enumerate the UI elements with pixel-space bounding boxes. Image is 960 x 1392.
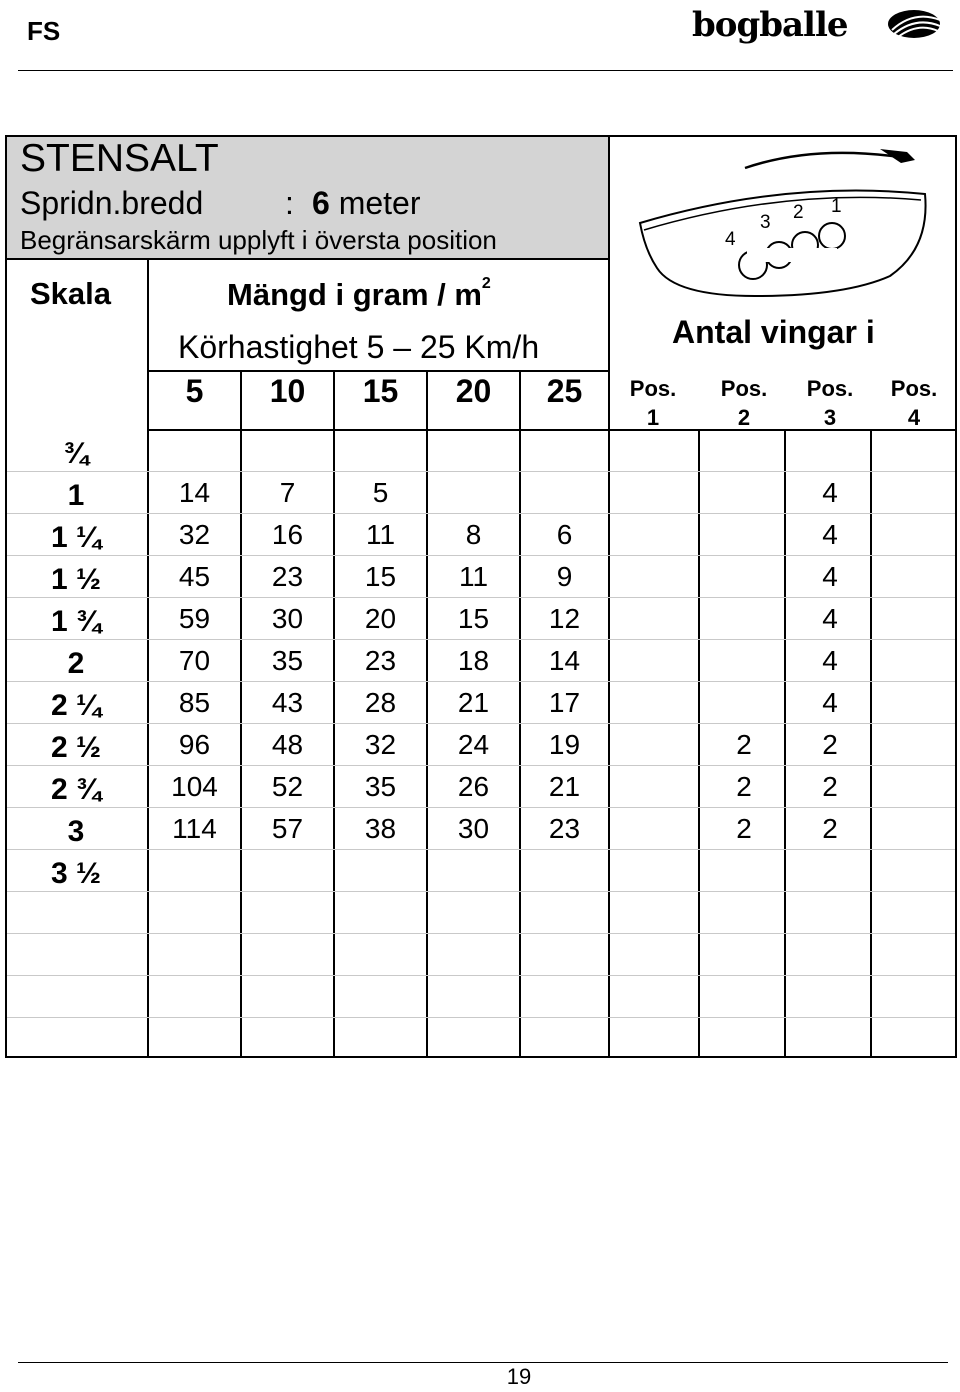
- scale-label: 2 ¼: [50, 689, 102, 722]
- rate-cell: 35: [271, 645, 304, 676]
- header-rule: [18, 70, 953, 71]
- rate-cell: 24: [457, 729, 490, 760]
- rate-cell: 52: [271, 771, 304, 802]
- rate-cell: 20: [364, 603, 397, 634]
- rate-cell: 32: [364, 729, 397, 760]
- scale-label: 1 ¼: [50, 521, 102, 554]
- slot-label-3: 3: [760, 212, 771, 233]
- document-code: FS: [27, 16, 61, 46]
- pos-header-2: Pos. 2: [720, 376, 768, 430]
- rate-cell: 23: [548, 813, 581, 844]
- speed-header: Körhastighet 5 – 25 Km/h: [178, 329, 540, 365]
- row-divider: [7, 849, 955, 850]
- vane-count-cell: 2: [736, 813, 752, 844]
- speed-divider: [148, 370, 609, 372]
- rate-cell: 43: [271, 687, 304, 718]
- scale-label: 3: [67, 815, 85, 848]
- vanes-header: Antal vingar i: [672, 314, 875, 350]
- row-divider: [7, 555, 955, 556]
- row-divider: [7, 1017, 955, 1018]
- rate-cell: 57: [271, 813, 304, 844]
- rotation-arrow: [745, 153, 907, 168]
- row-divider: [7, 471, 955, 472]
- rate-cell: 35: [364, 771, 397, 802]
- pos-header-4: Pos. 4: [890, 376, 938, 430]
- row-divider: [7, 723, 955, 724]
- row-divider: [7, 807, 955, 808]
- rate-cell: 38: [364, 813, 397, 844]
- disc-inner-edge: [644, 197, 921, 230]
- vane-count-cell: 2: [736, 771, 752, 802]
- logo-wordmark: bogballe: [692, 5, 848, 45]
- scale-header: Skala: [30, 276, 112, 311]
- scale-label: 1 ¾: [50, 605, 102, 638]
- vane-count-cell: 2: [822, 729, 838, 760]
- rate-cell: 21: [548, 771, 581, 802]
- rate-cell: 11: [458, 561, 489, 592]
- rate-cell: 16: [271, 519, 304, 550]
- pos-header-1: Pos. 1: [629, 376, 677, 430]
- rate-cell: 5: [372, 477, 389, 508]
- rate-cell: 96: [178, 729, 211, 760]
- rate-cell: 14: [548, 645, 581, 676]
- row-divider: [7, 513, 955, 514]
- scale-label: 2 ½: [50, 731, 102, 764]
- scale-label: 2 ¾: [50, 773, 102, 806]
- vane-count-cell: 4: [822, 519, 838, 550]
- vane-count-cell: 4: [822, 603, 838, 634]
- rate-cell: 21: [457, 687, 490, 718]
- rate-cell: 23: [364, 645, 397, 676]
- vane-count-cell: 2: [822, 771, 838, 802]
- speed-col-5: 5: [185, 373, 204, 409]
- rate-cell: 15: [457, 603, 490, 634]
- rate-cell: 70: [178, 645, 211, 676]
- logo-feather-icon: [888, 10, 940, 38]
- vane-count-cell: 2: [822, 813, 838, 844]
- row-divider: [7, 597, 955, 598]
- row-divider: [7, 681, 955, 682]
- amount-header: Mängd i gram / $m^2$: [227, 275, 491, 312]
- product-title: STENSALT: [20, 137, 219, 180]
- rate-cell: 26: [457, 771, 490, 802]
- vane-count-cell: 4: [822, 645, 838, 676]
- rate-cell: 15: [364, 561, 397, 592]
- rate-cell: 6: [556, 519, 573, 550]
- footer-rule: [18, 1362, 948, 1363]
- rate-cell: 104: [171, 771, 218, 802]
- speed-col-25: 25: [546, 373, 583, 409]
- row-divider: [7, 891, 955, 892]
- row-divider: [7, 639, 955, 640]
- pos-header-3: Pos. 3: [806, 376, 854, 430]
- spread-label: Spridn.bredd: [20, 185, 204, 221]
- rate-cell: 8: [465, 519, 482, 550]
- rate-cell: 59: [178, 603, 211, 634]
- vane-position-slots: [739, 223, 845, 279]
- spreader-disc-diagram: [635, 138, 935, 298]
- slot-label-2: 2: [793, 202, 804, 223]
- speed-col-10: 10: [269, 373, 306, 409]
- rate-cell: 7: [279, 477, 296, 508]
- speed-col-15: 15: [362, 373, 399, 409]
- rate-cell: 45: [178, 561, 211, 592]
- rate-cell: 11: [365, 519, 396, 550]
- rate-cell: 17: [548, 687, 581, 718]
- row-divider: [7, 975, 955, 976]
- rate-cell: 85: [178, 687, 211, 718]
- scale-label: ¾: [63, 437, 89, 470]
- vane-count-cell: 2: [736, 729, 752, 760]
- rate-cell: 30: [271, 603, 304, 634]
- slot-label-1: 1: [831, 196, 842, 217]
- spread-width: [20, 185, 421, 222]
- rate-cell: 32: [178, 519, 211, 550]
- vane-count-cell: 4: [822, 477, 838, 508]
- title-divider: [7, 258, 609, 260]
- row-divider: [7, 933, 955, 934]
- rate-cell: 30: [457, 813, 490, 844]
- slot-label-4: 4: [725, 229, 736, 250]
- speed-col-20: 20: [455, 373, 492, 409]
- scale-label: 1: [67, 479, 85, 512]
- row-divider: [7, 765, 955, 766]
- rate-cell: 18: [457, 645, 490, 676]
- scale-label: 3 ½: [50, 857, 102, 890]
- vane-count-cell: 4: [822, 561, 838, 592]
- rate-cell: 19: [548, 729, 581, 760]
- spread-colon: :: [285, 185, 294, 221]
- scale-label: 2: [67, 647, 85, 680]
- vane-count-cell: 4: [822, 687, 838, 718]
- rate-cell: 23: [271, 561, 304, 592]
- deflector-note: Begränsarskärm upplyft i översta position: [20, 225, 497, 255]
- scale-label: 1 ½: [50, 563, 102, 596]
- spread-value: 6 meter: [312, 185, 421, 221]
- rate-cell: 48: [271, 729, 304, 760]
- rate-cell: 9: [556, 561, 573, 592]
- rate-cell: 28: [364, 687, 397, 718]
- page-number: 19: [506, 1364, 532, 1389]
- rate-cell: 114: [172, 813, 217, 844]
- rate-cell: 14: [178, 477, 211, 508]
- rate-cell: 12: [548, 603, 581, 634]
- bogballe-logo: [690, 4, 945, 48]
